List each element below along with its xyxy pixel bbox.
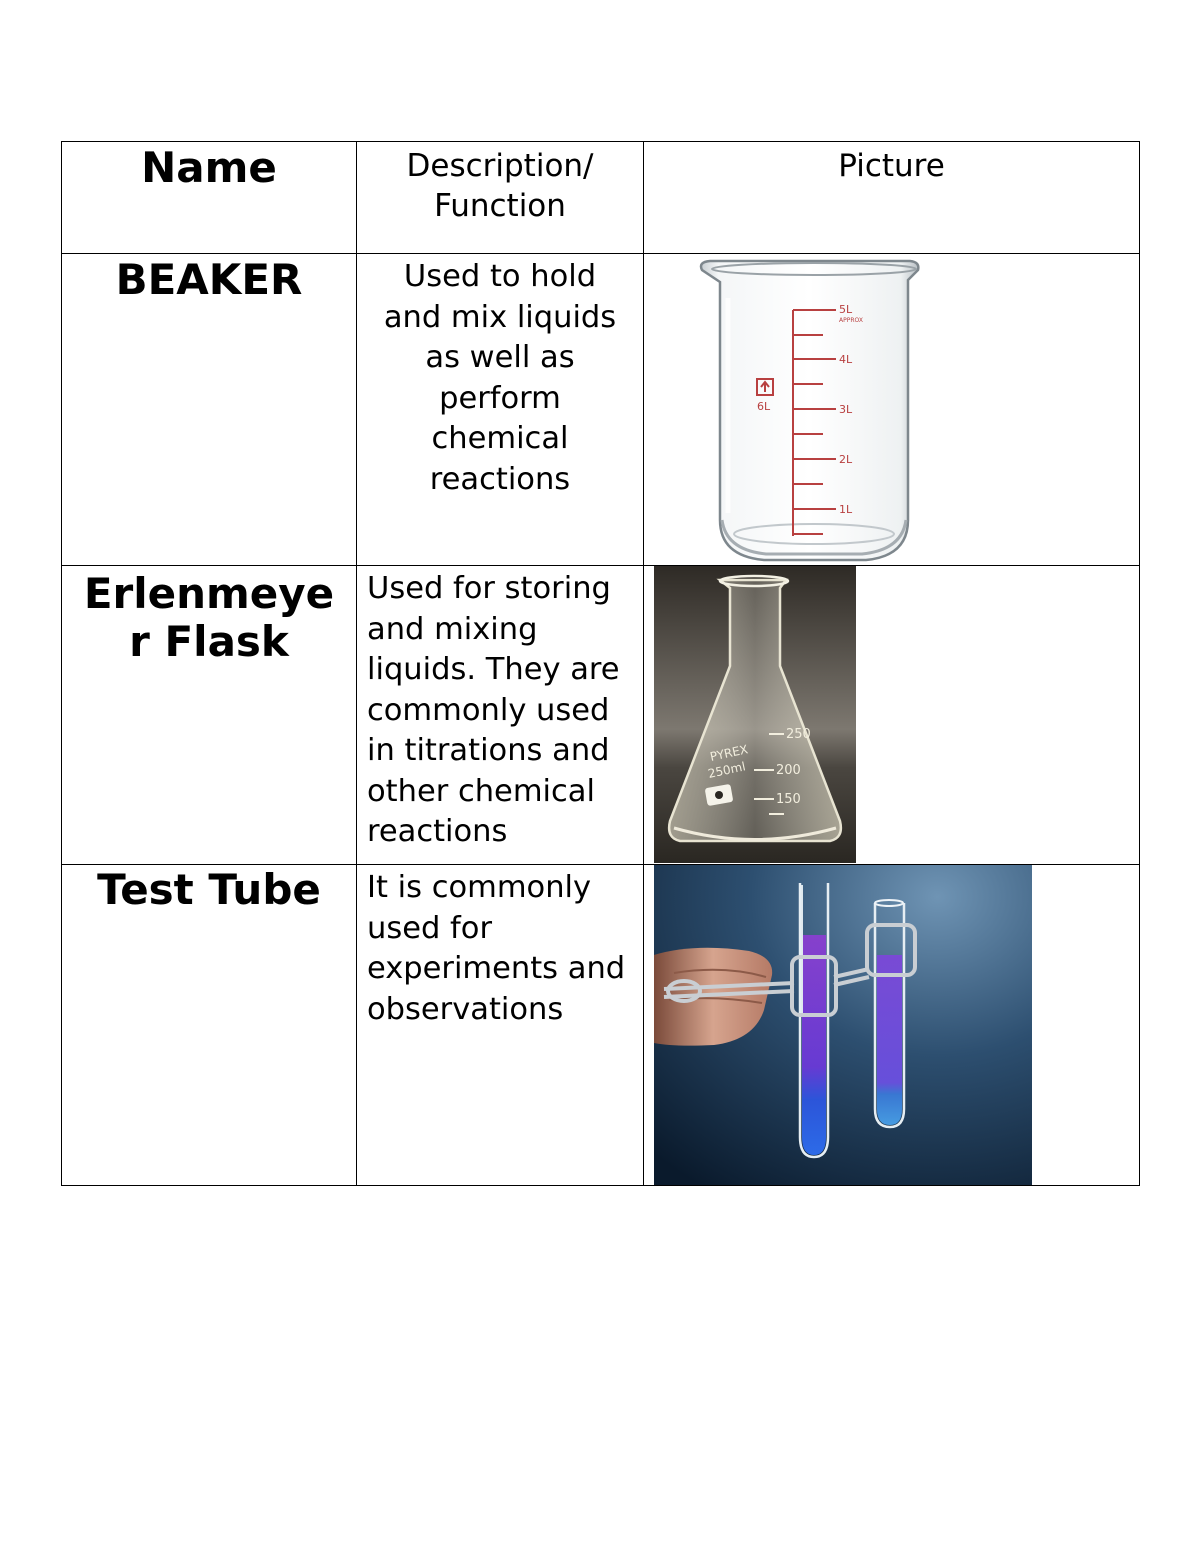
header-name: Name bbox=[141, 143, 277, 192]
picture-cell bbox=[644, 865, 1140, 1186]
row-description: Used to hold and mix liquids as well as perform chemical reactions bbox=[383, 259, 617, 497]
beaker-photo bbox=[696, 258, 931, 563]
lab-equipment-table bbox=[61, 141, 1140, 1186]
picture-cell bbox=[644, 566, 1140, 865]
name-cell bbox=[62, 566, 357, 865]
picture-cell bbox=[644, 254, 1140, 566]
erlenmeyer-flask-photo bbox=[654, 566, 856, 863]
row-name: Erlenmeyer Flask bbox=[83, 569, 335, 666]
flask-label-250: 250 bbox=[786, 727, 811, 742]
header-name-cell bbox=[62, 142, 357, 254]
table-row bbox=[62, 254, 1140, 566]
table-row bbox=[62, 566, 1140, 865]
flask-label-150: 150 bbox=[776, 792, 801, 807]
row-description: Used for storing and mixing liquids. They are commonly used in titrations and other chemical reactions bbox=[367, 571, 620, 849]
beaker-label-2l: 2L bbox=[839, 453, 853, 466]
name-cell bbox=[62, 254, 357, 566]
description-cell bbox=[357, 566, 644, 865]
description-cell bbox=[357, 865, 644, 1186]
row-name: BEAKER bbox=[115, 255, 303, 304]
table-row bbox=[62, 865, 1140, 1186]
name-cell bbox=[62, 865, 357, 1186]
description-cell bbox=[357, 254, 644, 566]
beaker-label-approx: APPROX bbox=[839, 317, 863, 324]
beaker-label-4l: 4L bbox=[839, 353, 853, 366]
flask-label-pyrex: PYREX bbox=[708, 742, 750, 764]
beaker-label-1l: 1L bbox=[839, 503, 853, 516]
row-description: It is commonly used for experiments and observations bbox=[367, 870, 626, 1027]
flask-label-250ml: 250ml bbox=[706, 759, 747, 781]
header-description: Description/ Function bbox=[406, 148, 594, 224]
test-tube-photo bbox=[654, 865, 1032, 1185]
beaker-label-5l: 5L bbox=[839, 303, 853, 316]
row-name: Test Tube bbox=[97, 865, 321, 914]
header-picture: Picture bbox=[838, 148, 945, 184]
flask-label-200: 200 bbox=[776, 763, 801, 778]
table-header-row bbox=[62, 142, 1140, 254]
beaker-label-6l: 6L bbox=[757, 400, 771, 413]
beaker-label-3l: 3L bbox=[839, 403, 853, 416]
header-description-cell bbox=[357, 142, 644, 254]
header-picture-cell bbox=[644, 142, 1140, 254]
